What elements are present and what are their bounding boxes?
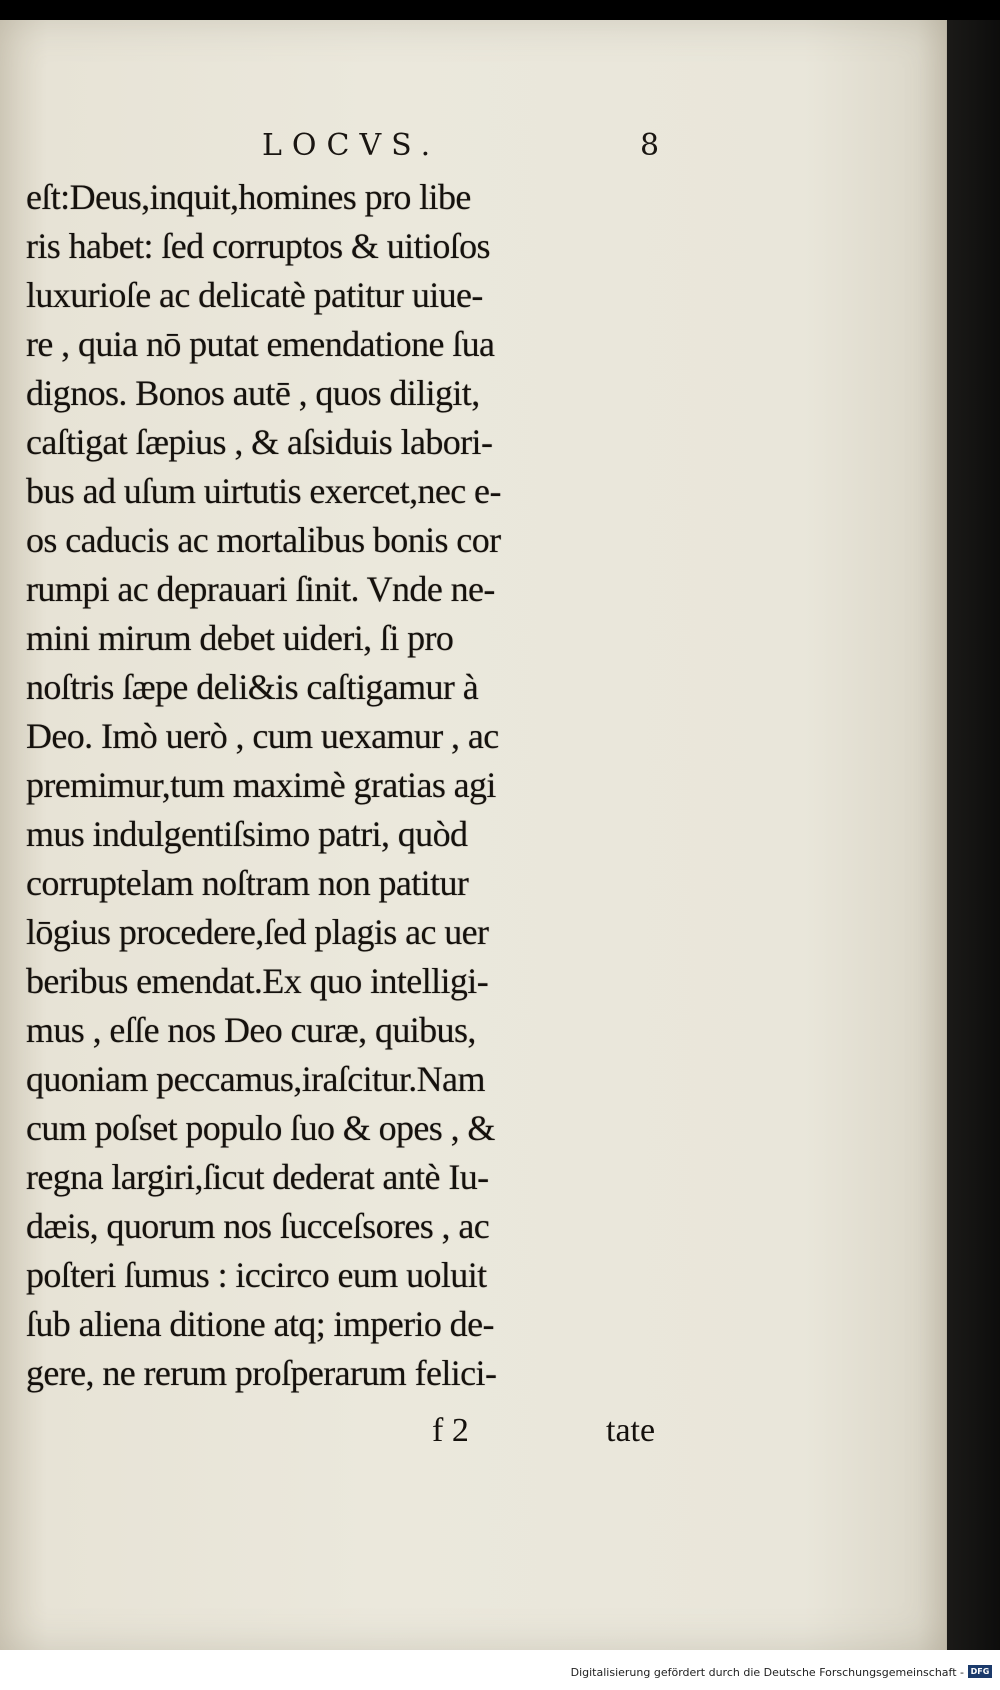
text-line: bus ad uſum uirtutis exercet,nec e-: [26, 471, 501, 511]
text-line: poſteri ſumus : iccirco eum uoluit: [26, 1255, 487, 1295]
running-title: LOCVS.: [262, 128, 441, 163]
text-line: dignos. Bonos autē , quos diligit,: [26, 373, 480, 413]
text-line: ſub aliena ditione atq; imperio de-: [26, 1304, 494, 1344]
dfg-logo-icon: DFG: [968, 1665, 992, 1678]
text-line: rumpi ac deprauari ſinit. Vnde ne-: [26, 569, 495, 609]
digitization-credit: Digitalisierung gefördert durch die Deutsche Forschungsgemeinschaft -: [570, 1666, 964, 1679]
text-line: eſt:Deus,inquit,homines pro libe: [26, 177, 471, 217]
text-line: quoniam peccamus,iraſcitur.Nam: [26, 1059, 485, 1099]
text-line: mini mirum debet uideri, ſi pro: [26, 618, 454, 658]
text-line: caſtigat ſæpius , & aſsiduis labori-: [26, 422, 493, 462]
text-line: mus , eſſe nos Deo curæ, quibus,: [26, 1010, 476, 1050]
text-line: dæis, quorum nos ſucceſsores , ac: [26, 1206, 490, 1246]
page-header: [0, 116, 946, 166]
text-line: Deo. Imò uerò , cum uexamur , ac: [26, 716, 499, 756]
text-line: regna largiri,ſicut dederat antè Iu-: [26, 1157, 489, 1197]
text-line: beribus emendat.Ex quo intelligi-: [26, 961, 489, 1001]
text-line: re , quia nō putat emendatione ſua: [26, 324, 495, 364]
page-body-text: [26, 173, 686, 1398]
book-page: [0, 20, 948, 1650]
catchword: tate: [606, 1412, 656, 1449]
scan-top-border: [0, 0, 1000, 22]
text-line: gere, ne rerum proſperarum felici-: [26, 1353, 497, 1393]
text-line: premimur,tum maximè gratias agi: [26, 765, 496, 805]
text-line: noſtris ſæpe deli&is caſtigamur à: [26, 667, 479, 707]
book-spine-edge: [947, 20, 1000, 1650]
text-line: cum poſset populo ſuo & opes , &: [26, 1108, 495, 1148]
text-line: corruptelam noſtram non patitur: [26, 863, 469, 903]
text-line: ris habet: ſed corruptos & uitioſos: [26, 226, 490, 266]
text-line: os caducis ac mortalibus bonis cor: [26, 520, 501, 560]
page-number: 8: [640, 128, 660, 163]
text-line: lōgius procedere,ſed plagis ac uer: [26, 912, 489, 952]
page-footer: [0, 1412, 946, 1462]
text-line: mus indulgentiſsimo patri, quòd: [26, 814, 468, 854]
signature-mark: f 2: [432, 1412, 469, 1449]
text-line: luxurioſe ac delicatè patitur uiue-: [26, 275, 483, 315]
